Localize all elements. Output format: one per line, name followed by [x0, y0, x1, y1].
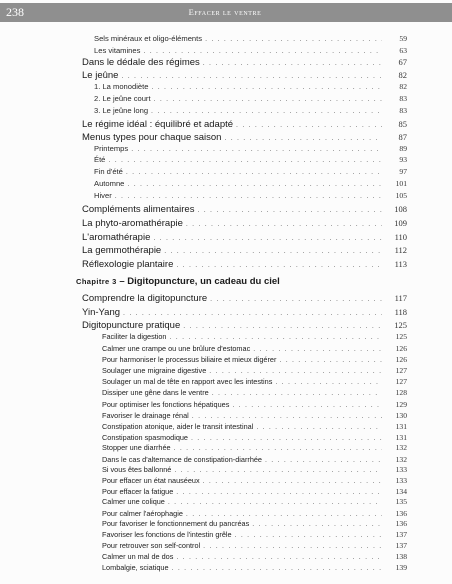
- toc-entry-title: Constipation spasmodique: [102, 433, 188, 442]
- toc-entry-page: 85: [398, 119, 407, 129]
- dot-leader: [203, 57, 382, 68]
- chapter-heading: [76, 276, 280, 287]
- toc-entry: [102, 509, 407, 519]
- dot-leader: [123, 307, 382, 318]
- dot-leader: [115, 191, 382, 200]
- toc-entry-page: 83: [399, 94, 407, 103]
- toc-entry-title: Le régime idéal : équilibré et adapté: [82, 119, 234, 130]
- toc-entry-page: 125: [395, 332, 407, 341]
- toc-entry-page: 82: [399, 82, 407, 91]
- toc-entry-title: Calmer une crampe ou une brûlure d'estomac: [102, 344, 251, 353]
- toc-entry-title: Pour effacer la fatigue: [102, 487, 174, 496]
- toc-entry-title: L'aromathérapie: [82, 232, 151, 243]
- toc-entry-page: 133: [395, 465, 407, 474]
- toc-entry-page: 125: [394, 320, 407, 330]
- toc-entry: [94, 191, 407, 201]
- toc-entry: [102, 519, 407, 529]
- toc-entry: [102, 355, 407, 365]
- toc-entry: [82, 232, 407, 244]
- toc-entry-title: Digitopuncture pratique: [82, 320, 181, 331]
- dot-leader: [209, 366, 382, 375]
- toc-entry-page: 137: [395, 541, 407, 550]
- toc-entry-title: La phyto-aromathérapie: [82, 218, 183, 229]
- toc-entry-title: Yin-Yang: [82, 307, 121, 318]
- toc-entry: [102, 388, 407, 398]
- chapter-label: Chapitre 3: [76, 277, 117, 286]
- toc-entry: [102, 332, 407, 342]
- dot-leader: [236, 119, 382, 130]
- dot-leader: [224, 132, 382, 143]
- dot-leader: [191, 433, 382, 442]
- toc-entry-page: 105: [395, 191, 407, 200]
- dot-leader: [210, 293, 382, 304]
- toc-entry-title: Réflexologie plantaire: [82, 259, 174, 270]
- toc-entry-page: 93: [399, 155, 407, 164]
- toc-entry-title: Soulager un mal de tête en rapport avec les intestins: [102, 377, 273, 386]
- toc-entry-page: 134: [395, 487, 407, 496]
- toc-entry-title: 2. Le jeûne court: [94, 94, 151, 103]
- toc-entry: [82, 218, 407, 230]
- toc-entry-page: 67: [398, 57, 407, 67]
- dot-leader: [154, 94, 382, 103]
- dot-leader: [131, 144, 382, 153]
- toc-entry: [94, 179, 407, 189]
- toc-entry: [82, 70, 407, 82]
- toc-entry-page: 128: [395, 388, 407, 397]
- toc-entry-title: Pour optimiser les fonctions hépatiques: [102, 400, 230, 409]
- toc-entry: [102, 541, 407, 551]
- toc-entry: [82, 293, 407, 305]
- page-number: 238: [6, 5, 24, 19]
- toc-entry-page: 131: [395, 422, 407, 431]
- toc-entry: [82, 259, 407, 271]
- dot-leader: [186, 509, 382, 518]
- toc-entry-title: Été: [94, 155, 106, 164]
- toc-entry-title: Pour favoriser le fonctionnement du pancréas: [102, 519, 250, 528]
- dot-leader: [197, 204, 382, 215]
- toc-entry-title: Le jeûne: [82, 70, 119, 81]
- toc-entry: [82, 57, 407, 69]
- toc-entry-title: Constipation atonique, aider le transit intestinal: [102, 422, 254, 431]
- toc-entry-title: Calmer une colique: [102, 497, 165, 506]
- toc-entry-title: Calmer un mal de dos: [102, 552, 174, 561]
- dot-leader: [153, 232, 382, 243]
- toc-entry-page: 63: [399, 46, 407, 55]
- dot-leader: [275, 377, 382, 386]
- toc-entry: [102, 487, 407, 497]
- toc-entry-title: Favoriser le drainage rénal: [102, 411, 189, 420]
- toc-entry: [102, 433, 407, 443]
- dot-leader: [256, 422, 382, 431]
- toc-entry: [94, 167, 407, 177]
- toc-entry-page: 110: [394, 232, 407, 242]
- toc-entry-page: 136: [395, 519, 407, 528]
- toc-entry-title: Dans le dédale des régimes: [82, 57, 200, 68]
- toc-entry-page: 126: [395, 355, 407, 364]
- toc-entry-title: Dissiper une gêne dans le ventre: [102, 388, 209, 397]
- toc-entry-title: Faciliter la digestion: [102, 332, 167, 341]
- toc-entry: [102, 455, 407, 465]
- toc-entry-title: Comprendre la digitopuncture: [82, 293, 208, 304]
- toc-entry-page: 101: [395, 179, 407, 188]
- toc-entry-page: 108: [394, 204, 407, 214]
- toc-entry: [102, 411, 407, 421]
- toc-entry-page: 89: [399, 144, 407, 153]
- dot-leader: [143, 46, 382, 55]
- toc-entry: [82, 307, 407, 319]
- dot-leader: [172, 563, 382, 572]
- toc-entry-page: 135: [395, 497, 407, 506]
- dot-leader: [253, 344, 382, 353]
- toc-entry-page: 82: [398, 70, 407, 80]
- dot-leader: [203, 541, 382, 550]
- toc-entry-title: Pour retrouver son self-control: [102, 541, 201, 550]
- toc-entry: [102, 476, 407, 486]
- dot-leader: [151, 82, 382, 91]
- toc-entry-page: 59: [399, 34, 407, 43]
- toc-entry-page: 131: [395, 433, 407, 442]
- dot-leader: [126, 167, 382, 176]
- dot-leader: [170, 332, 383, 341]
- toc-entry: [102, 400, 407, 410]
- toc-entry: [94, 34, 407, 44]
- toc-entry-title: Stopper une diarrhée: [102, 443, 171, 452]
- dot-leader: [174, 465, 382, 474]
- dot-leader: [232, 400, 382, 409]
- toc-entry-title: La gemmothérapie: [82, 245, 162, 256]
- toc-entry: [82, 204, 407, 216]
- toc-entry-page: 132: [395, 455, 407, 464]
- dot-leader: [212, 388, 382, 397]
- dot-leader: [192, 411, 382, 420]
- toc-entry-page: 118: [394, 307, 407, 317]
- dot-leader: [183, 320, 382, 331]
- toc-entry-page: 109: [394, 218, 407, 228]
- toc-entry-page: 137: [395, 530, 407, 539]
- dot-leader: [265, 455, 382, 464]
- toc-entry: [82, 320, 407, 332]
- toc-entry: [102, 422, 407, 432]
- dot-leader: [121, 70, 382, 81]
- toc-entry-title: Menus types pour chaque saison: [82, 132, 222, 143]
- toc-entry-page: 117: [394, 293, 407, 303]
- toc-entry: [102, 443, 407, 453]
- toc-entry-title: Automne: [94, 179, 125, 188]
- toc-entry: [94, 82, 407, 92]
- toc-entry-page: 83: [399, 106, 407, 115]
- toc-entry-title: Sels minéraux et oligo-éléments: [94, 34, 203, 43]
- toc-entry-page: 112: [394, 245, 407, 255]
- toc-entry-page: 132: [395, 443, 407, 452]
- dot-leader: [279, 355, 382, 364]
- dot-leader: [127, 179, 382, 188]
- dot-leader: [235, 530, 382, 539]
- toc-entry: [94, 155, 407, 165]
- page-header: [0, 3, 452, 22]
- dot-leader: [203, 476, 382, 485]
- toc-entry-page: 97: [399, 167, 407, 176]
- toc-entry-page: 127: [395, 366, 407, 375]
- dot-leader: [176, 552, 382, 561]
- toc-entry: [102, 563, 407, 573]
- toc-entry-title: Les vitamines: [94, 46, 141, 55]
- toc-entry-title: 1. La monodiète: [94, 82, 149, 91]
- toc-entry-page: 129: [395, 400, 407, 409]
- toc-entry-title: Lombalgie, sciatique: [102, 563, 169, 572]
- toc-entry: [102, 552, 407, 562]
- dot-leader: [252, 519, 382, 528]
- toc-entry-page: 139: [395, 563, 407, 572]
- dot-leader: [151, 106, 382, 115]
- toc-entry: [82, 245, 407, 257]
- toc-entry-title: Favoriser les fonctions de l'intestin grêle: [102, 530, 232, 539]
- toc-entry-title: Compléments alimentaires: [82, 204, 195, 215]
- toc-entry: [102, 366, 407, 376]
- toc-entry: [102, 377, 407, 387]
- toc-entry-title: Pour calmer l'aérophagie: [102, 509, 183, 518]
- toc-entry: [82, 119, 407, 131]
- toc-entry: [102, 497, 407, 507]
- toc-entry-title: Pour effacer un état nauséeux: [102, 476, 200, 485]
- toc-entry-page: 138: [395, 552, 407, 561]
- dot-leader: [108, 155, 382, 164]
- toc-entry-page: 127: [395, 377, 407, 386]
- toc-entry-title: Si vous êtes ballonné: [102, 465, 172, 474]
- dot-leader: [176, 487, 382, 496]
- dot-leader: [168, 497, 382, 506]
- toc-entry-title: Pour harmoniser le processus biliaire et mieux digérer: [102, 355, 277, 364]
- toc-entry: [94, 46, 407, 56]
- toc-entry-page: 133: [395, 476, 407, 485]
- toc-entry-page: 87: [398, 132, 407, 142]
- running-head: Effacer le ventre: [188, 7, 262, 17]
- toc-entry: [102, 530, 407, 540]
- dot-leader: [174, 443, 382, 452]
- toc-entry: [102, 344, 407, 354]
- toc-entry: [82, 132, 407, 144]
- toc-entry-page: 113: [394, 259, 407, 269]
- toc-entry: [94, 94, 407, 104]
- toc-entry-title: Fin d'été: [94, 167, 123, 176]
- dot-leader: [186, 218, 382, 229]
- toc-entry-page: 136: [395, 509, 407, 518]
- toc-entry-title: Dans le cas d'alternance de constipation-diarrhée: [102, 455, 262, 464]
- toc-entry: [102, 465, 407, 475]
- toc-entry-title: Printemps: [94, 144, 129, 153]
- dot-leader: [164, 245, 382, 256]
- dot-leader: [205, 34, 382, 43]
- chapter-title: – Digitopuncture, un cadeau du ciel: [116, 276, 280, 287]
- toc-entry: [94, 106, 407, 116]
- toc-entry-title: Soulager une migraine digestive: [102, 366, 207, 375]
- toc-entry-page: 126: [395, 344, 407, 353]
- toc-entry-title: Hiver: [94, 191, 112, 200]
- toc-entry: [94, 144, 407, 154]
- toc-entry-page: 130: [395, 411, 407, 420]
- dot-leader: [176, 259, 382, 270]
- toc-entry-title: 3. Le jeûne long: [94, 106, 149, 115]
